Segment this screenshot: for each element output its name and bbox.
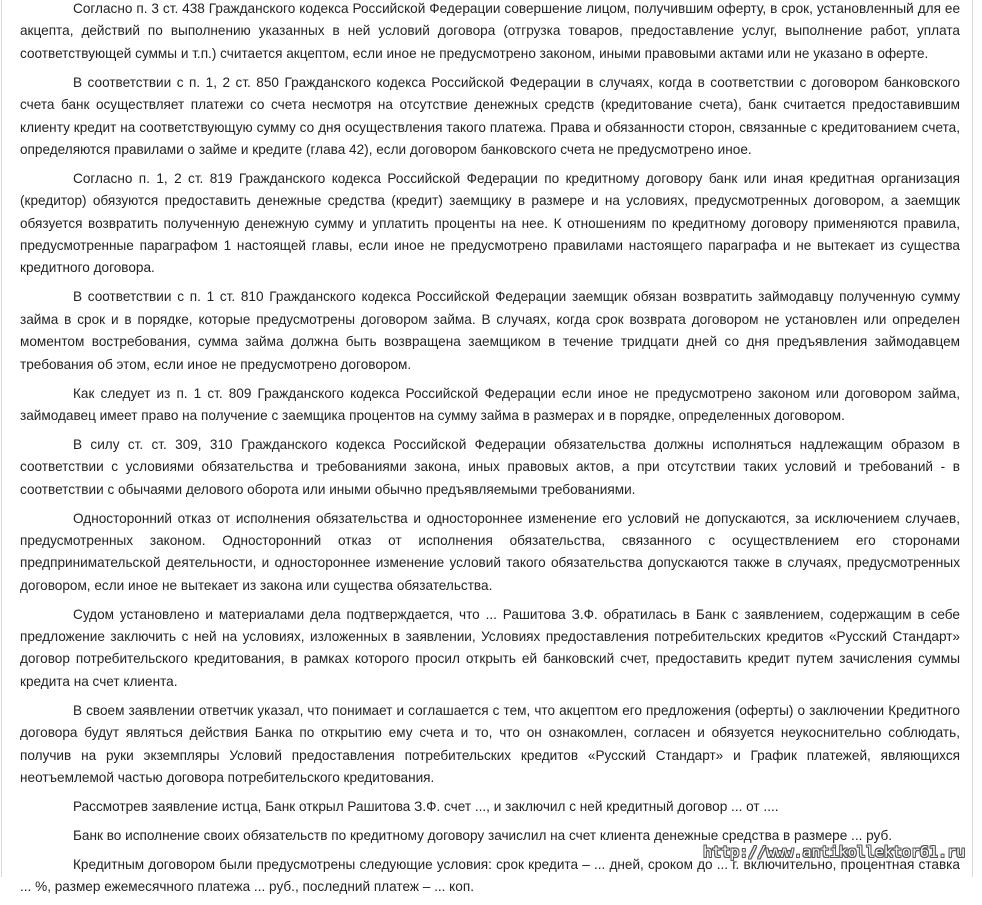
paragraph-9: В своем заявлении ответчик указал, что понимает и соглашается с тем, что акцептом его предложения (оферты) о заключении Кредитного договора будут являться действия Банка по открытию ему счета и то, что он ознакомлен, согласен и обязуется неукоснительно соблюдать, получив на руки экземпляры Условий предоставления потребительских кредитов «Русский Стандарт» и График платежей, являющихся неотъемлемой частью договора потребительского кредитования. (20, 702, 960, 785)
right-border (972, 0, 973, 877)
paragraph-10: Рассмотрев заявление истца, Банк открыл Рашитова З.Ф. счет ..., и заключил с ней кредитный договор ... от .... (73, 798, 779, 814)
site-watermark: http://www.antikollektor61.ru (703, 843, 965, 861)
paragraph-8: Судом установлено и материалами дела подтверждается, что ... Рашитова З.Ф. обратилась в Банк с заявлением, содержащим в себе предложение заключить с ней на условиях, изложенных в заявлении, Условиях предоставления потребительских кредитов «Русский Стандарт» договор потребительского кредитования, в рамках которого просил открыть ей банковский счет, предоставить кредит путем зачисления суммы кредита на счет клиента. (20, 606, 960, 689)
paragraph-12: Кредитным договором были предусмотрены следующие условия: срок кредита – ... дней, сроком до ... г. включительно, процентная ставка ... %, размер ежемесячного платежа ... руб., последний платеж – ... коп. (20, 856, 960, 895)
paragraph-2: В соответствии с п. 1, 2 ст. 850 Гражданского кодекса Российской Федерации в случаях, когда в соответствии с договором банковского счета банк осуществляет платежи со счета несмотря на отсутствие денежных средств (кредитование счета), банк считается предоставившим клиенту кредит на соответствующую сумму со дня осуществления такого платежа. Права и обязанности сторон, связанные с кредитованием счета, определяются правилами о займе и кредите (глава 42), если договором банковского счета не предусмотрено иное. (20, 74, 960, 157)
paragraph-1: Согласно п. 3 ст. 438 Гражданского кодекса Российской Федерации совершение лицом, получившим оферту, в срок, установленный для ее акцепта, действий по выполнению указанных в ней условий договора (отгрузка товаров, предоставление услуг, выполнение работ, уплата соответствующей суммы и т.п.) считается акцептом, если иное не предусмотрено законом, иными правовыми актами или не указано в оферте. (20, 1, 960, 61)
paragraph-5: Как следует из п. 1 ст. 809 Гражданского кодекса Российской Федерации если иное не предусмотрено законом или договором займа, займодавец имеет право на получение с заемщика процентов на сумму займа в размерах и в порядке, определенных договором. (20, 385, 960, 423)
paragraph-7: Односторонний отказ от исполнения обязательства и одностороннее изменение его условий не допускаются, за исключением случаев, предусмотренных законом. Односторонний отказ от исполнения обязательства, связанного с осуществлением его сторонами предпринимательской деятельности, и одностороннее изменение условий такого обязательства допускаются также в случаях, предусмотренных договором, если иное не вытекает из закона или существа обязательства. (20, 510, 960, 593)
paragraph-11: Банк во исполнение своих обязательств по кредитному договору зачислил на счет клиента денежные средства в размере ... руб. (73, 827, 893, 843)
paragraph-4: В соответствии с п. 1 ст. 810 Гражданского кодекса Российской Федерации заемщик обязан возвратить займодавцу полученную сумму займа в срок и в порядке, которые предусмотрены договором займа. В случаях, когда срок возврата договором не установлен или определен моментом востребования, сумма займа должна быть возвращена заемщиком в течение тридцати дней со дня предъявления займодавцем требования об этом, если иное не предусмотрено договором. (20, 289, 960, 372)
paragraph-6: В силу ст. ст. 309, 310 Гражданского кодекса Российской Федерации обязательства должны исполняться надлежащим образом в соответствии с условиями обязательства и требованиями закона, иных правовых актов, а при отсутствии таких условий и требований - в соответствии с обычаями делового оборота или иными обычно предъявляемыми требованиями. (20, 436, 960, 497)
left-border (1, 0, 2, 877)
paragraph-3: Согласно п. 1, 2 ст. 819 Гражданского кодекса Российской Федерации по кредитному договору банк или иная кредитная организация (кредитор) обязуются предоставить денежные средства (кредит) заемщику в размере и на условиях, предусмотренных договором, а заемщик обязуется возвратить полученную денежную сумму и уплатить проценты на нее. К отношениям по кредитному договору применяются правила, предусмотренные параграфом 1 настоящей главы, если иное не предусмотрено правилами настоящего параграфа и не вытекает из существа кредитного договора. (20, 170, 960, 276)
document-body (20, 0, 960, 905)
